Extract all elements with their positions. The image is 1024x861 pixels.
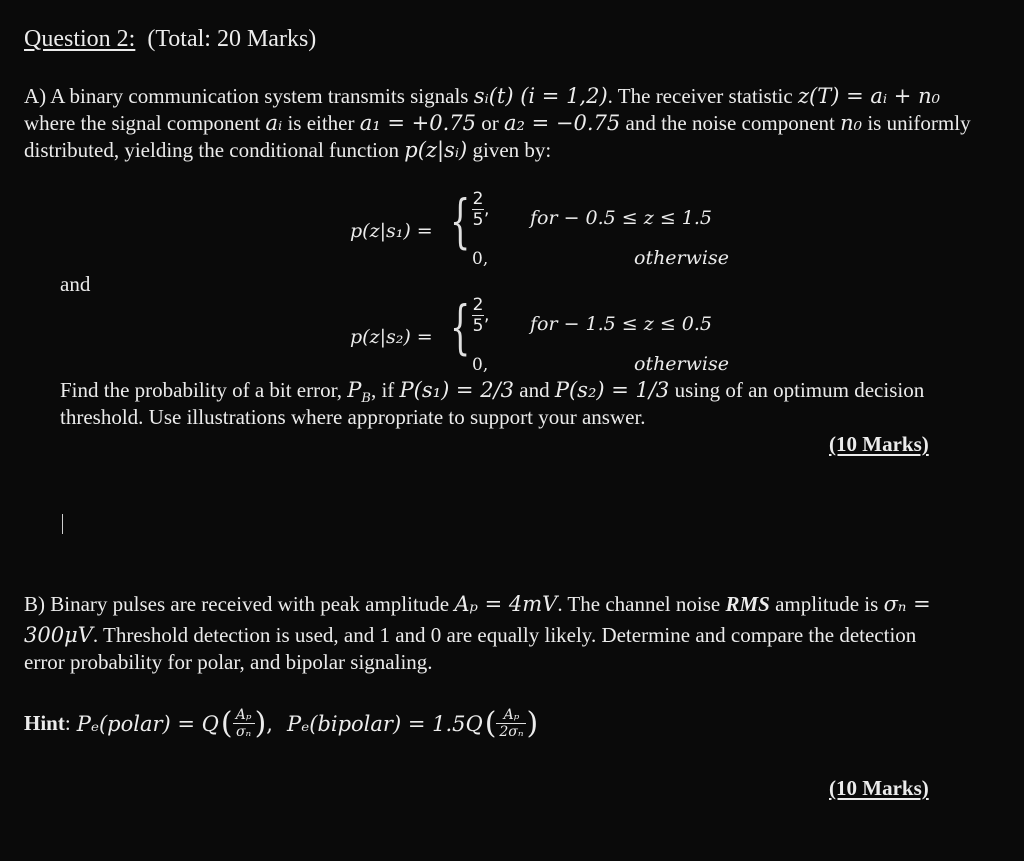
eq2-num: 2 bbox=[472, 295, 484, 315]
eq1-condition: for − 0.5 ≤ z ≤ 1.5 bbox=[530, 207, 712, 229]
hint-label: Hint bbox=[24, 711, 65, 735]
rms-bold: RMS bbox=[725, 592, 770, 616]
text: where the signal component bbox=[24, 111, 266, 135]
math: Aₚ = 4mV bbox=[454, 592, 558, 616]
math: P bbox=[347, 378, 362, 402]
hint-sep: , bbox=[266, 711, 273, 736]
eq1-otherwise: otherwise bbox=[634, 247, 729, 269]
text: Find the probability of a bit error, bbox=[60, 378, 348, 402]
eq2-zero: 0, bbox=[472, 355, 489, 375]
math-signal: sᵢ(t) (i = 1,2) bbox=[473, 84, 608, 108]
partA-question-line-2: threshold. Use illustrations where appropriate to support your answer. bbox=[60, 405, 646, 429]
partA-line-2 bbox=[24, 111, 971, 136]
text: using of an optimum decision bbox=[669, 378, 925, 402]
and-label: and bbox=[60, 272, 91, 296]
eq2-condition: for − 1.5 ≤ z ≤ 0.5 bbox=[530, 313, 712, 335]
text: amplitude is bbox=[769, 592, 884, 616]
question-title bbox=[24, 26, 316, 53]
partB-line-2 bbox=[24, 623, 916, 648]
text: . The channel noise bbox=[557, 592, 726, 616]
math: a₂ = −0.75 bbox=[504, 111, 621, 135]
text: and the noise component bbox=[620, 111, 841, 135]
eq1-brace: { bbox=[450, 187, 471, 255]
math: P(s₂) = 1/3 bbox=[554, 378, 670, 402]
math: n₀ bbox=[840, 111, 863, 135]
eq1-zero: 0, bbox=[472, 249, 489, 269]
partA-line-3 bbox=[24, 138, 551, 163]
eq2-den: 5 bbox=[472, 316, 484, 336]
partB-line-1 bbox=[24, 592, 931, 617]
hint-f2-num: Aₚ bbox=[503, 707, 520, 723]
math-sub: B bbox=[361, 391, 371, 407]
hint-colon: : bbox=[64, 711, 71, 735]
text: given by: bbox=[467, 138, 552, 162]
math-statistic: z(T) = aᵢ + n₀ bbox=[797, 84, 941, 108]
text: is uniformly bbox=[862, 111, 971, 135]
hint-line: Hint : Pₑ(polar) = Q ( $\frac{\text{Aₚ}}{\text{σₙ}}$ ) , Pₑ(bipolar) = 1.5Q ( $\frac{\text{Aₚ}}{\text{2σₙ}}$ ) bbox=[24, 706, 539, 741]
eq2-fraction: $\frac{2}{5}$ , bbox=[472, 295, 490, 336]
question-number: Question 2: bbox=[24, 26, 136, 52]
partB-line-3: error probability for polar, and bipolar signaling. bbox=[24, 650, 433, 674]
total-marks: (Total: 20 Marks) bbox=[147, 26, 317, 52]
math: aᵢ bbox=[265, 111, 283, 135]
text: distributed, yielding the conditional function bbox=[24, 138, 405, 162]
hint-formula-polar: Pₑ(polar) = Q bbox=[76, 711, 219, 736]
eq2-lhs: p(z|s₂) = bbox=[350, 326, 433, 348]
partA-marks: (10 Marks) bbox=[829, 432, 929, 456]
text: or bbox=[476, 111, 504, 135]
partB-marks: (10 Marks) bbox=[829, 776, 929, 800]
text: . Threshold detection is used, and 1 and 0 are equally likely. Determine and compare the detection bbox=[92, 623, 917, 647]
hint-f1-num: Aₚ bbox=[235, 707, 252, 723]
hint-formula-bipolar: Pₑ(bipolar) = 1.5Q bbox=[286, 711, 483, 736]
text: A) A binary communication system transmits signals bbox=[24, 84, 474, 108]
text: , if bbox=[370, 378, 400, 402]
eq2-brace: { bbox=[450, 293, 471, 361]
math: a₁ = +0.75 bbox=[359, 111, 476, 135]
math: P(s₁) = 2/3 bbox=[399, 378, 515, 402]
text: is either bbox=[282, 111, 360, 135]
partA-line-1 bbox=[24, 84, 940, 109]
math: σₙ = bbox=[883, 592, 931, 616]
eq1-den: 5 bbox=[472, 210, 484, 230]
eq2-otherwise: otherwise bbox=[634, 353, 729, 375]
partA-question-line-1 bbox=[60, 378, 924, 406]
text: B) Binary pulses are received with peak amplitude bbox=[24, 592, 455, 616]
math: p(z|sᵢ) bbox=[404, 138, 468, 162]
hint-f2-den: 2σₙ bbox=[499, 724, 524, 740]
text: and bbox=[514, 378, 555, 402]
eq1-lhs: p(z|s₁) = bbox=[350, 220, 433, 242]
eq1-num: 2 bbox=[472, 189, 484, 209]
hint-f1-den: σₙ bbox=[235, 724, 252, 740]
text-cursor[interactable] bbox=[62, 514, 63, 534]
eq1-fraction: $\frac{2}{5}$ , bbox=[472, 189, 490, 230]
math: 300μV bbox=[24, 623, 93, 647]
text: . The receiver statistic bbox=[607, 84, 798, 108]
